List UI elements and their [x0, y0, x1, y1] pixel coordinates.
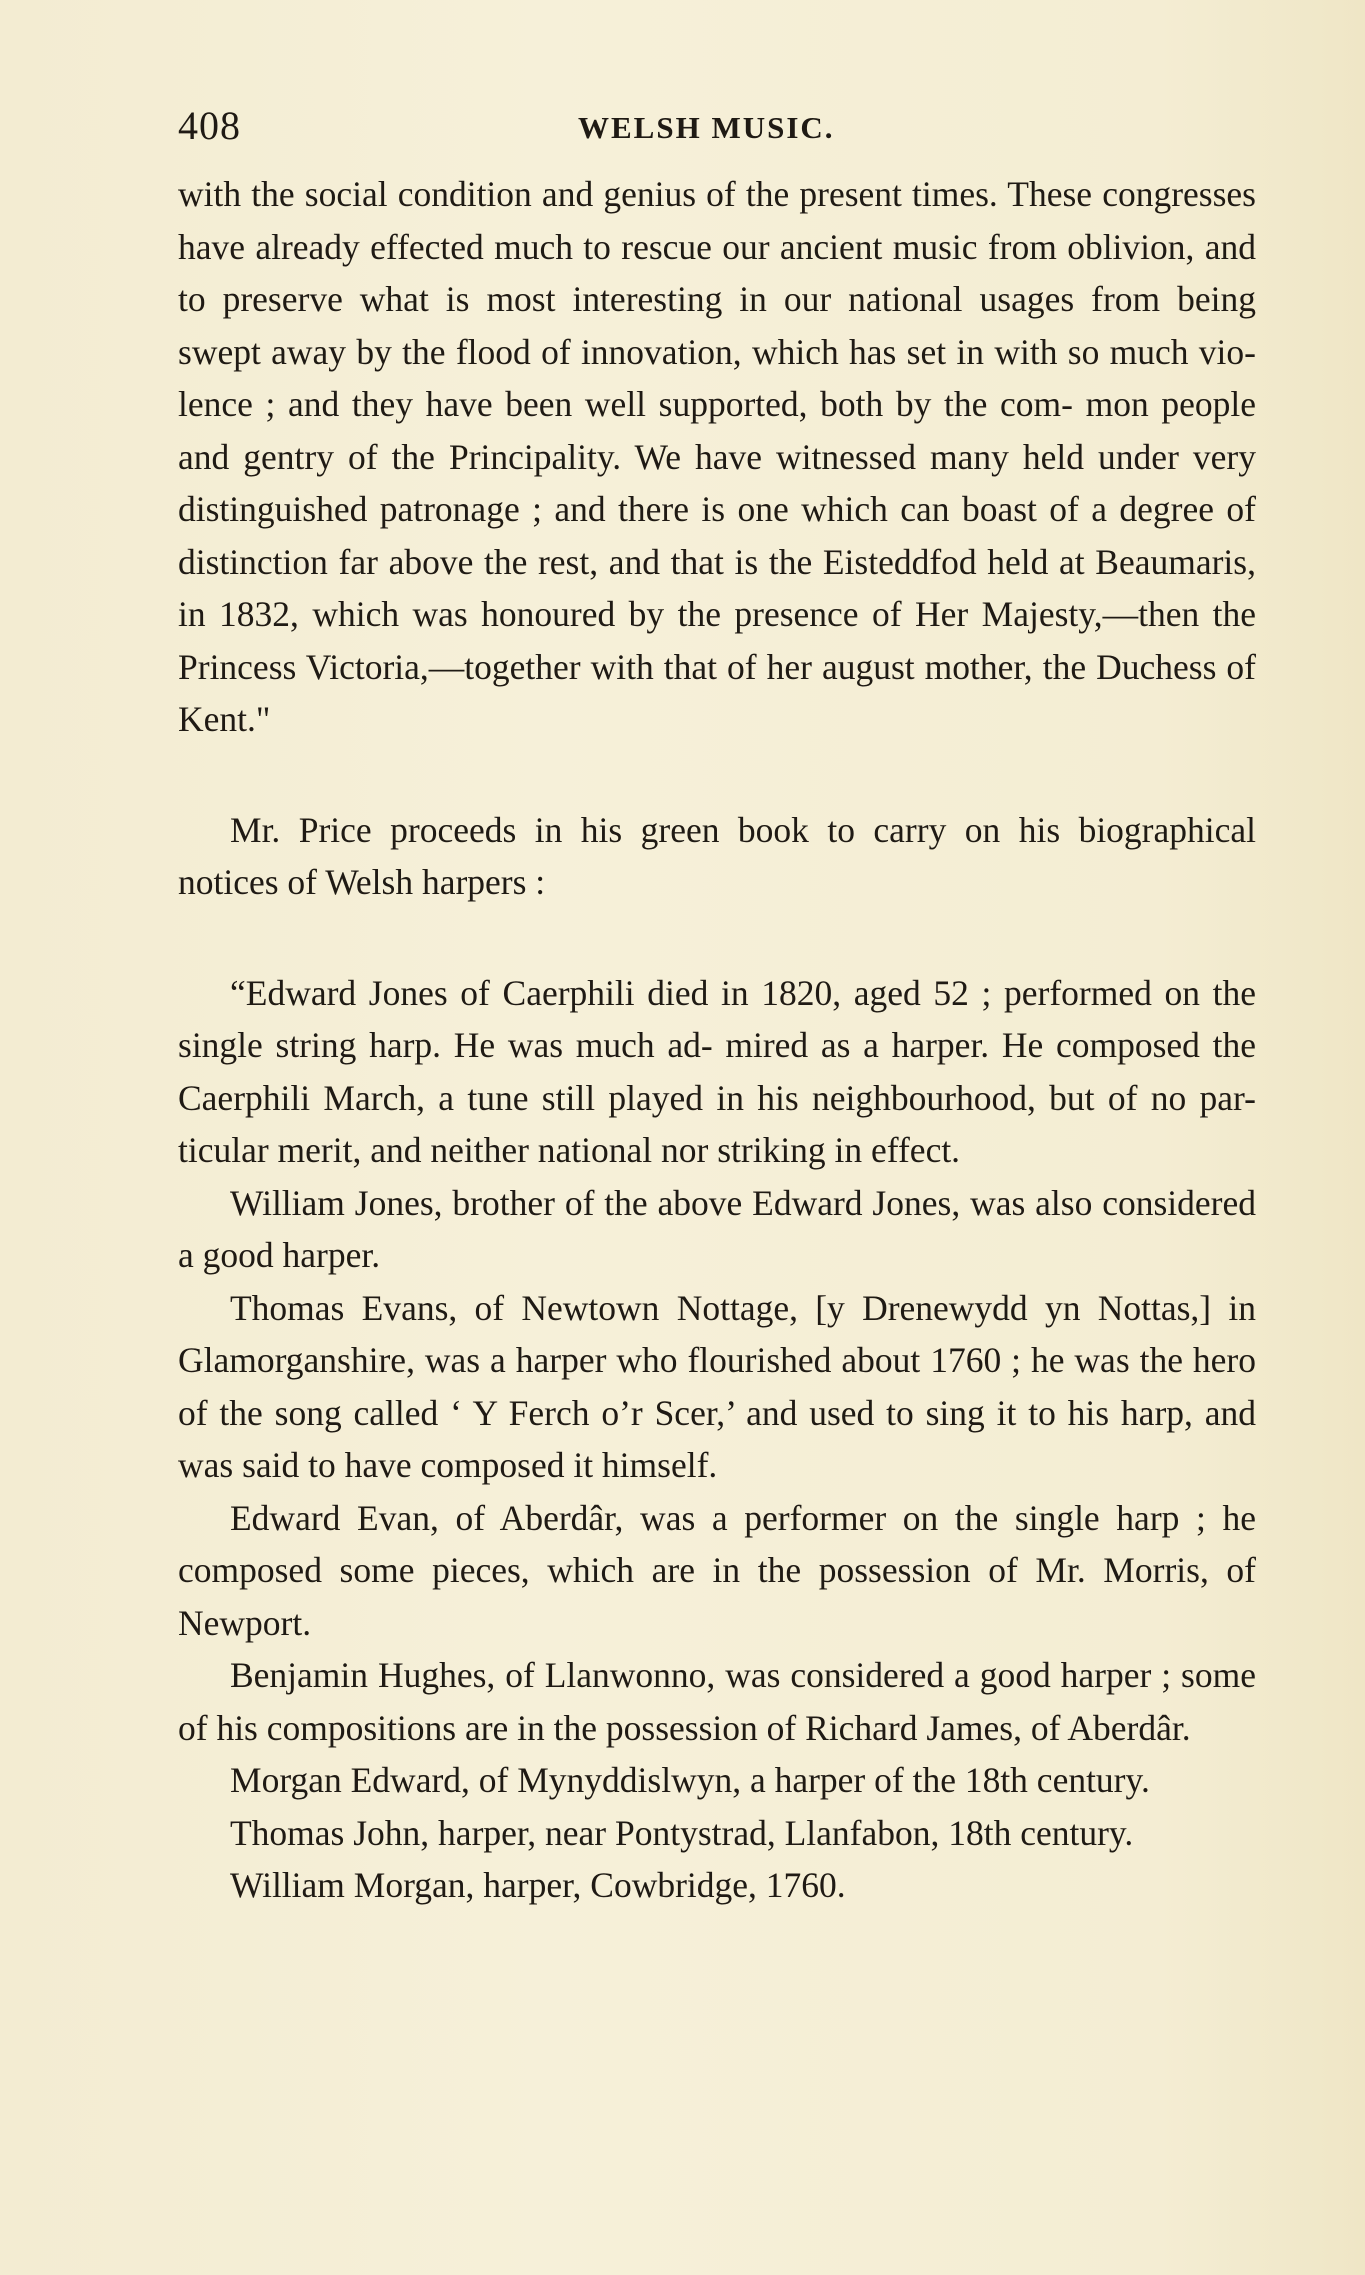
paragraph-william-jones: William Jones, brother of the above Edward Jones, was also considered a good harper.	[178, 1182, 1256, 1275]
paragraph-edward-jones: “Edward Jones of Caerphili died in 1820, aged 52 ; performed on the single string harp. He was much ad- mired as a harper. He composed the Caerphili March, a tune still played in his neighbourhood, but of no par- ticular merit, and neither national nor striking in effect.	[178, 972, 1256, 1170]
paragraph-thomas-john: Thomas John, harper, near Pontystrad, Llanfabon, 18th century.	[230, 1812, 1134, 1853]
paragraph-william-morgan: William Morgan, harper, Cowbridge, 1760.	[230, 1865, 846, 1905]
paragraph-continuation: with the social condition and genius of the present times. These congresses have already effected much to rescue our ancient music from oblivion, and to preserve what is most interesting in our national usages from being swept away by the flood of innovation, which has set in with so much vio- lence ; and they have been well supported, both by the com- mon people and gentry of the Principality. We have witnessed many held under very distinguished patronage ; and there is one which can boast of a degree of distinction far above the rest, and that is the Eisteddfod held at Beaumaris, in 1832, which was honoured by the presence of Her Majesty,—then the Princess Victoria,—together with that of her august mother, the Duchess of Kent."	[178, 174, 1256, 739]
paragraph-benjamin-hughes: Benjamin Hughes, of Llanwonno, was considered a good harper ; some of his compositions are in the possession of Richard James, of Aberdâr.	[178, 1655, 1256, 1748]
paragraph-thomas-evans: Thomas Evans, of Newtown Nottage, [y Drenewydd yn Nottas,] in Glamorganshire, was a harper who flourished about 1760 ; he was the hero of the song called ‘ Y Ferch o’r Scer,’ and used to sing it to his harp, and was said to have composed it himself.	[178, 1287, 1256, 1485]
paragraph-intro: Mr. Price proceeds in his green book to carry on his biographical notices of Welsh harpers :	[178, 809, 1256, 902]
paragraph-edward-evan: Edward Evan, of Aberdâr, was a performer on the single harp ; he composed some pieces, which are in the possession of Mr. Morris, of Newport.	[178, 1497, 1256, 1643]
page-header	[178, 100, 1256, 160]
page-number: 408	[178, 103, 241, 148]
paragraph-morgan-edward: Morgan Edward, of Mynyddislwyn, a harper of the 18th century.	[230, 1760, 1150, 1800]
running-head: WELSH MUSIC.	[578, 110, 835, 145]
page-body	[178, 168, 1256, 1912]
